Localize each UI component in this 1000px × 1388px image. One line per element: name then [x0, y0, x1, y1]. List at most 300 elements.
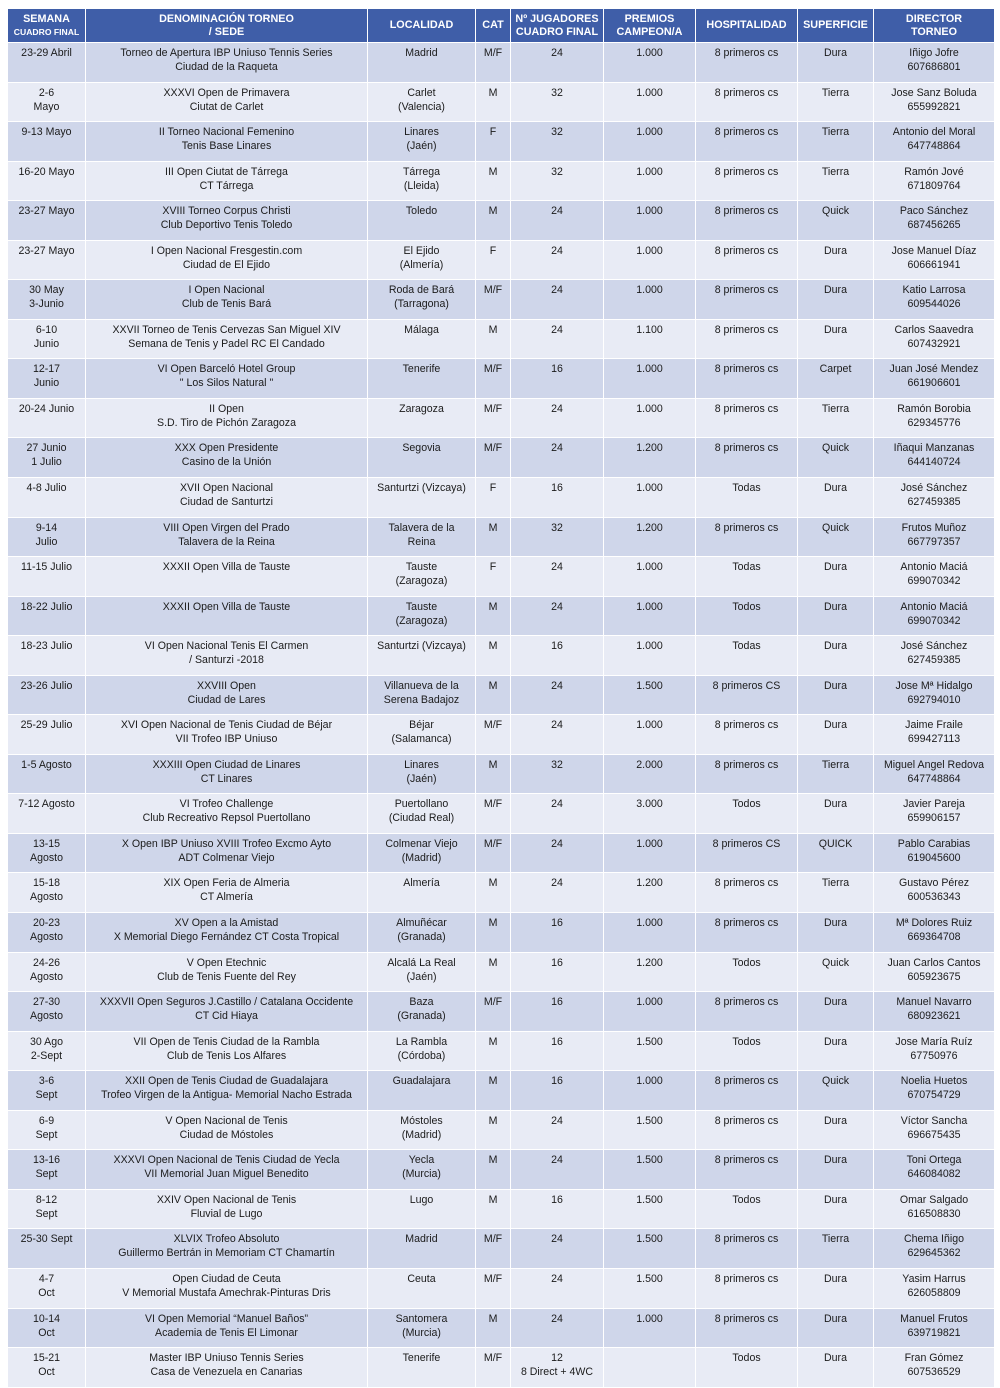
cell-location-line: Ceuta — [407, 1272, 436, 1285]
cell-director-line: Antonio Maciá — [900, 561, 968, 574]
cell-tournament-name — [86, 1071, 368, 1111]
cell-week-line: Agosto — [30, 851, 63, 864]
cell-hospitality: Todas — [696, 557, 798, 597]
cell-tournament-name-line: V Memorial Mustafa Amechrak-Pinturas Dris — [122, 1286, 331, 1299]
cell-tournament-name — [86, 596, 368, 636]
table-row — [8, 122, 995, 162]
cell-location-line: Tenerife — [402, 1352, 441, 1365]
cell-hospitality: 8 primeros cs — [696, 754, 798, 794]
cell-tournament-name-line: Ciudad de la Raqueta — [175, 61, 278, 73]
cell-location — [368, 1189, 476, 1229]
cell-week-line: 30 Ago — [30, 1035, 63, 1048]
cell-location-line: (Tarragona) — [394, 298, 449, 311]
cell-location — [368, 1110, 476, 1150]
cell-players-line: 24 — [551, 877, 563, 890]
cell-week-line: 23-27 Mayo — [18, 244, 75, 257]
cell-prize: 1.000 — [604, 833, 696, 873]
cell-tournament-name-line: Academia de Tenis El Limonar — [155, 1326, 298, 1339]
cell-surface: Tierra — [798, 873, 874, 913]
table-row — [8, 557, 995, 597]
cell-players-line: 16 — [551, 1075, 563, 1088]
cell-category: M — [476, 517, 511, 557]
cell-tournament-name-line: Guillermo Bertrán in Memoriam CT Chamartín — [118, 1247, 335, 1260]
cell-hospitality: 8 primeros cs — [696, 913, 798, 953]
cell-hospitality: 8 primeros cs — [696, 359, 798, 399]
cell-week — [8, 794, 86, 834]
cell-surface: Tierra — [798, 122, 874, 162]
cell-tournament-name-line: Torneo de Apertura IBP Uniuso Tennis Series — [120, 47, 333, 59]
cell-hospitality: Todos — [696, 1031, 798, 1071]
cell-tournament-name — [86, 1150, 368, 1190]
cell-director-line: Katio Larrosa — [902, 284, 966, 297]
cell-location-line: Linares — [404, 758, 439, 771]
cell-players-line: 32 — [551, 758, 563, 771]
cell-location-line: Almería — [403, 877, 440, 890]
cell-hospitality: Todos — [696, 1348, 798, 1388]
cell-tournament-name-line: II Open — [209, 402, 244, 415]
cell-director — [874, 1189, 995, 1229]
cell-tournament-name-line: XXII Open de Tenis Ciudad de Guadalajara — [125, 1075, 328, 1088]
cell-players — [511, 1348, 604, 1388]
cell-week-line: 9-14 — [35, 521, 58, 534]
cell-tournament-name-line: XXXVII Open Seguros J.Castillo / Catalana Occidente — [99, 996, 354, 1009]
cell-players-line: 24 — [551, 47, 563, 59]
cell-tournament-name-line: XXX Open Presidente — [174, 442, 279, 455]
cell-tournament-name — [86, 715, 368, 755]
cell-hospitality: 8 primeros cs — [696, 398, 798, 438]
cell-director-line: Jose Manuel Díaz — [891, 244, 977, 257]
cell-players-line: 32 — [551, 165, 563, 178]
cell-week — [8, 438, 86, 478]
cell-players — [511, 1268, 604, 1308]
cell-tournament-name — [86, 1189, 368, 1229]
cell-hospitality: 8 primeros cs — [696, 43, 798, 83]
cell-week — [8, 675, 86, 715]
cell-surface: Dura — [798, 1031, 874, 1071]
cell-category: M — [476, 1031, 511, 1071]
table-row — [8, 636, 995, 676]
cell-tournament-name-line: XVIII Torneo Corpus Christi — [162, 205, 291, 218]
cell-location-line: La Rambla — [395, 1035, 448, 1048]
cell-tournament-name — [86, 359, 368, 399]
cell-week-line: Sept — [35, 1089, 58, 1102]
cell-director-line: Antonio Maciá — [900, 600, 968, 613]
cell-category: M/F — [476, 1348, 511, 1388]
cell-director-line: 687456265 — [907, 219, 961, 232]
cell-director — [874, 833, 995, 873]
cell-director-line: Ramón Jové — [904, 165, 964, 178]
cell-tournament-name-line: Club de Tenis Los Alfares — [166, 1049, 287, 1062]
cell-location-line: El Ejido — [403, 244, 440, 257]
cell-tournament-name-line: Trofeo Virgen de la Antigua- Memorial Nacho Estrada — [101, 1089, 352, 1102]
cell-week — [8, 754, 86, 794]
cell-week-line: Sept — [35, 1207, 58, 1220]
cell-prize: 1.500 — [604, 1031, 696, 1071]
cell-location-line: (Madrid) — [401, 851, 442, 864]
cell-tournament-name-line: Casa de Venezuela en Canarias — [150, 1366, 303, 1379]
cell-location-line: Alcalá La Real — [387, 956, 456, 969]
cell-director-line: Paco Sánchez — [899, 205, 969, 218]
cell-location — [368, 201, 476, 241]
cell-category: F — [476, 240, 511, 280]
table-row — [8, 794, 995, 834]
cell-surface: Tierra — [798, 398, 874, 438]
cell-week — [8, 517, 86, 557]
cell-hospitality: 8 primeros cs — [696, 201, 798, 241]
cell-week-line: Mayo — [33, 100, 60, 113]
cell-director — [874, 1229, 995, 1269]
cell-surface: Dura — [798, 280, 874, 320]
cell-surface: Dura — [798, 319, 874, 359]
cell-players-line: 24 — [551, 205, 563, 218]
cell-prize: 1.000 — [604, 478, 696, 518]
table-row — [8, 596, 995, 636]
cell-director-line: 600536343 — [907, 891, 961, 904]
cell-week — [8, 1229, 86, 1269]
cell-prize: 3.000 — [604, 794, 696, 834]
cell-players — [511, 1229, 604, 1269]
cell-prize: 1.000 — [604, 557, 696, 597]
cell-director-line: Antonio del Moral — [892, 126, 976, 139]
cell-location-line: (Ciudad Real) — [388, 812, 455, 825]
cell-prize: 1.000 — [604, 240, 696, 280]
cell-director-line: Omar Salgado — [899, 1193, 969, 1206]
cell-tournament-name-line: VI Open Barceló Hotel Group — [157, 363, 296, 376]
cell-week-line: Julio — [35, 535, 58, 548]
header-category: CAT — [476, 9, 511, 43]
cell-week — [8, 122, 86, 162]
cell-week — [8, 636, 86, 676]
cell-director-line: Jose Mª Hidalgo — [895, 679, 973, 692]
cell-location — [368, 1268, 476, 1308]
cell-players-line: 24 — [551, 1233, 563, 1246]
cell-players — [511, 636, 604, 676]
cell-director — [874, 1348, 995, 1388]
cell-tournament-name-line: XV Open a la Amistad — [174, 917, 279, 930]
cell-surface: Dura — [798, 557, 874, 597]
cell-players-line: 12 — [551, 1352, 563, 1365]
cell-director — [874, 43, 995, 83]
cell-category: F — [476, 557, 511, 597]
cell-prize: 1.500 — [604, 1110, 696, 1150]
cell-director-line: 670754729 — [907, 1089, 961, 1102]
cell-players — [511, 43, 604, 83]
cell-location — [368, 517, 476, 557]
cell-week-line: 7-12 Agosto — [18, 798, 75, 811]
cell-week-line: 13-16 — [32, 1154, 61, 1167]
cell-location — [368, 715, 476, 755]
cell-week — [8, 201, 86, 241]
cell-tournament-name-line: Ciutat de Carlet — [189, 100, 264, 113]
cell-week — [8, 1189, 86, 1229]
cell-week-line: 27 Junio — [26, 442, 67, 455]
table-row — [8, 359, 995, 399]
cell-surface: Quick — [798, 517, 874, 557]
table-row — [8, 1348, 995, 1388]
cell-surface: Dura — [798, 240, 874, 280]
cell-location-line: (Zaragoza) — [395, 614, 448, 627]
cell-location-line: Santurtzi (Vizcaya) — [377, 482, 466, 495]
cell-hospitality: 8 primeros cs — [696, 1150, 798, 1190]
cell-prize: 2.000 — [604, 754, 696, 794]
cell-prize: 1.100 — [604, 319, 696, 359]
cell-prize: 1.000 — [604, 715, 696, 755]
cell-category: M/F — [476, 280, 511, 320]
cell-prize: 1.200 — [604, 438, 696, 478]
cell-location-line: Roda de Bará — [388, 284, 455, 297]
cell-hospitality: 8 primeros cs — [696, 1229, 798, 1269]
cell-category: M — [476, 596, 511, 636]
cell-prize: 1.000 — [604, 201, 696, 241]
cell-director — [874, 478, 995, 518]
cell-surface: Tierra — [798, 82, 874, 122]
cell-week — [8, 43, 86, 83]
cell-tournament-name — [86, 1308, 368, 1348]
cell-category: M — [476, 1150, 511, 1190]
cell-location-line: Santomera — [395, 1312, 448, 1325]
cell-tournament-name-line: CT Linares — [200, 772, 253, 785]
cell-tournament-name — [86, 478, 368, 518]
cell-director-line: 607432921 — [907, 337, 961, 350]
cell-hospitality: 8 primeros cs — [696, 873, 798, 913]
cell-prize: 1.500 — [604, 675, 696, 715]
cell-category: M/F — [476, 398, 511, 438]
cell-players — [511, 478, 604, 518]
cell-hospitality: Todos — [696, 596, 798, 636]
cell-players-line: 16 — [551, 482, 563, 495]
cell-director — [874, 675, 995, 715]
cell-tournament-name — [86, 1031, 368, 1071]
cell-director-line: Mª Dolores Ruiz — [895, 917, 973, 930]
cell-tournament-name-line: Talavera de la Reina — [178, 535, 275, 548]
cell-director-line: Pablo Carabias — [897, 837, 971, 850]
cell-director-line: 699070342 — [907, 614, 961, 627]
cell-tournament-name-line: I Open Nacional — [188, 284, 265, 297]
cell-week-line: 20-24 Junio — [18, 402, 75, 415]
cell-director — [874, 1110, 995, 1150]
cell-location — [368, 280, 476, 320]
cell-hospitality: 8 primeros cs — [696, 82, 798, 122]
cell-location — [368, 952, 476, 992]
cell-week — [8, 161, 86, 201]
cell-hospitality: 8 primeros cs — [696, 1308, 798, 1348]
cell-director-line: 671809764 — [907, 179, 961, 192]
cell-week-line: 6-10 — [35, 323, 58, 336]
cell-director-line: Noelia Huetos — [900, 1075, 968, 1088]
cell-week — [8, 833, 86, 873]
cell-week-line: 2-6 — [38, 86, 55, 99]
cell-week-line: 30 May — [29, 284, 64, 297]
cell-director-line: Fran Gómez — [904, 1352, 964, 1365]
cell-director-line: 699427113 — [907, 733, 961, 746]
header-week: SEMANA CUADRO FINAL — [8, 9, 86, 43]
cell-director-line: Yasim Harrus — [902, 1272, 966, 1285]
cell-surface: Tierra — [798, 1229, 874, 1269]
table-row — [8, 873, 995, 913]
cell-director — [874, 1031, 995, 1071]
cell-location-line: Móstoles — [400, 1114, 443, 1127]
cell-location-line: Carlet — [407, 86, 436, 99]
cell-hospitality: Todas — [696, 478, 798, 518]
cell-tournament-name — [86, 1229, 368, 1269]
cell-surface: Dura — [798, 1308, 874, 1348]
cell-category: M — [476, 1071, 511, 1111]
cell-tournament-name-line: X Memorial Diego Fernández CT Costa Tropical — [113, 931, 340, 944]
cell-week — [8, 1348, 86, 1388]
table-row — [8, 754, 995, 794]
cell-location-line: (Salamanca) — [391, 733, 452, 746]
cell-director-line: 626058809 — [907, 1286, 961, 1299]
cell-tournament-name-line: Casino de la Unión — [181, 456, 272, 469]
cell-week-line: 6-9 — [38, 1114, 55, 1127]
cell-week-line: 23-29 Abril — [21, 47, 72, 59]
cell-location — [368, 1031, 476, 1071]
header-players: Nº JUGADORES CUADRO FINAL — [511, 9, 604, 43]
cell-location-line: (Murcia) — [402, 1326, 441, 1339]
cell-surface: Carpet — [798, 359, 874, 399]
cell-tournament-name-line: Tenis Base Linares — [181, 140, 272, 153]
cell-category: M — [476, 82, 511, 122]
cell-tournament-name-line: Club Recreativo Repsol Puertollano — [142, 812, 311, 825]
cell-tournament-name-line: VII Open de Tenis Ciudad de la Rambla — [133, 1035, 320, 1048]
cell-hospitality: Todas — [696, 636, 798, 676]
cell-surface: Quick — [798, 952, 874, 992]
table-row — [8, 201, 995, 241]
cell-players — [511, 82, 604, 122]
cell-director-line: 669364708 — [907, 931, 961, 944]
cell-tournament-name — [86, 992, 368, 1032]
cell-players — [511, 1308, 604, 1348]
cell-category: F — [476, 122, 511, 162]
cell-director-line: 661906601 — [907, 377, 961, 390]
table-body — [8, 43, 995, 1388]
cell-players — [511, 240, 604, 280]
cell-director-line: Javier Pareja — [903, 798, 965, 811]
cell-location-line: (Jaén) — [406, 970, 437, 983]
cell-tournament-name-line: VI Open Nacional Tenis El Carmen — [144, 640, 309, 653]
cell-director — [874, 438, 995, 478]
cell-tournament-name-line: Semana de Tenis y Padel RC El Candado — [128, 337, 325, 350]
cell-director-line: Manuel Frutos — [900, 1312, 968, 1325]
cell-location-line: (Granada) — [397, 1010, 446, 1023]
cell-director-line: Miguel Angel Redova — [883, 758, 985, 771]
cell-location-line: Puertollano — [394, 798, 449, 811]
cell-category: M/F — [476, 992, 511, 1032]
cell-location-line: (Zaragoza) — [395, 575, 448, 588]
cell-players — [511, 122, 604, 162]
table-row — [8, 1071, 995, 1111]
cell-surface: Dura — [798, 913, 874, 953]
cell-prize: 1.000 — [604, 596, 696, 636]
cell-location — [368, 596, 476, 636]
cell-director — [874, 1308, 995, 1348]
cell-prize: 1.200 — [604, 873, 696, 913]
cell-week-line: 15-21 — [32, 1352, 61, 1365]
cell-location-line: (Jaén) — [406, 140, 437, 153]
cell-director-line: Manuel Navarro — [896, 996, 972, 1009]
cell-players — [511, 280, 604, 320]
cell-players-line: 24 — [551, 837, 563, 850]
cell-location — [368, 122, 476, 162]
cell-director-line: 647748864 — [907, 140, 961, 153]
cell-location — [368, 636, 476, 676]
cell-director-line: Jose Sanz Boluda — [891, 86, 977, 99]
cell-hospitality: 8 primeros CS — [696, 833, 798, 873]
table-row — [8, 240, 995, 280]
cell-location-line: Zaragoza — [399, 402, 444, 415]
cell-week-line: 20-23 — [32, 917, 61, 930]
cell-players-line: 24 — [551, 1154, 563, 1167]
cell-director — [874, 913, 995, 953]
table-row — [8, 1229, 995, 1269]
cell-week — [8, 1031, 86, 1071]
cell-surface: Tierra — [798, 161, 874, 201]
cell-hospitality: Todos — [696, 1189, 798, 1229]
cell-tournament-name-line: VII Memorial Juan Miguel Benedito — [144, 1168, 309, 1181]
cell-director-line: 67750976 — [910, 1049, 958, 1062]
cell-director — [874, 240, 995, 280]
cell-location — [368, 1150, 476, 1190]
cell-location — [368, 240, 476, 280]
header-hospitality: HOSPITALIDAD — [696, 9, 798, 43]
cell-director — [874, 1071, 995, 1111]
cell-tournament-name-line: XIX Open Feria de Almeria — [163, 877, 290, 890]
cell-tournament-name — [86, 438, 368, 478]
cell-director — [874, 952, 995, 992]
cell-hospitality: 8 primeros CS — [696, 675, 798, 715]
cell-surface: Dura — [798, 596, 874, 636]
cell-players-line: 32 — [551, 86, 563, 99]
cell-director — [874, 82, 995, 122]
cell-tournament-name-line: V Open Nacional de Tenis — [165, 1114, 288, 1127]
cell-hospitality: 8 primeros cs — [696, 1110, 798, 1150]
cell-category: M/F — [476, 715, 511, 755]
cell-tournament-name — [86, 122, 368, 162]
cell-tournament-name — [86, 636, 368, 676]
cell-location — [368, 359, 476, 399]
cell-location-line: Guadalajara — [392, 1075, 451, 1088]
cell-director-line: Carlos Saavedra — [894, 323, 974, 336]
cell-tournament-name — [86, 319, 368, 359]
cell-week-line: Junio — [33, 377, 60, 390]
cell-category: M/F — [476, 1268, 511, 1308]
cell-hospitality: 8 primeros cs — [696, 715, 798, 755]
cell-prize: 1.000 — [604, 398, 696, 438]
cell-location — [368, 675, 476, 715]
cell-prize: 1.000 — [604, 122, 696, 162]
cell-prize: 1.200 — [604, 517, 696, 557]
cell-players — [511, 517, 604, 557]
cell-location — [368, 1229, 476, 1269]
cell-director — [874, 1150, 995, 1190]
cell-location — [368, 1071, 476, 1111]
cell-players-line: 24 — [551, 284, 563, 297]
table-row — [8, 478, 995, 518]
cell-category: M — [476, 873, 511, 913]
cell-location — [368, 43, 476, 83]
cell-director-line: Jaime Fraile — [905, 719, 963, 732]
cell-tournament-name-line: XXVII Torneo de Tenis Cervezas San Miguel XIV — [112, 323, 341, 336]
cell-director-line: 627459385 — [907, 496, 961, 509]
cell-tournament-name-line: XLVIX Trofeo Absoluto — [173, 1233, 280, 1246]
cell-category: M/F — [476, 794, 511, 834]
cell-surface: Quick — [798, 438, 874, 478]
table-row — [8, 1031, 995, 1071]
header-tournament-name: DENOMINACIÓN TORNEO / SEDE — [86, 9, 368, 43]
cell-week-line: 4-7 — [38, 1272, 55, 1285]
cell-director-line: Gustavo Pérez — [898, 877, 970, 890]
cell-week-line: Junio — [33, 337, 60, 350]
